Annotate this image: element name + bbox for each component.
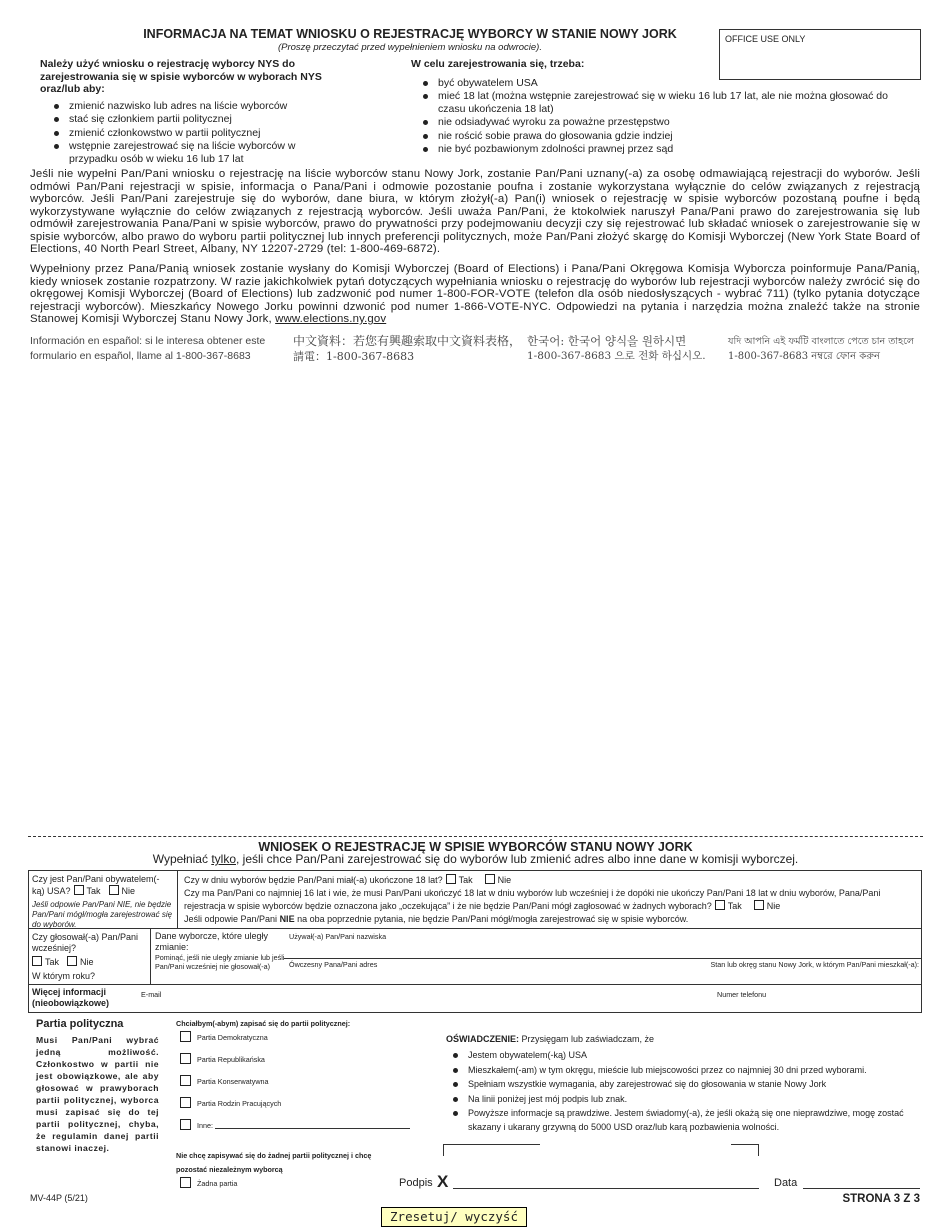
no-label: Nie [497,875,512,885]
list-item: Jestem obywatelem(-ką) USA [451,1049,923,1063]
age-question-1 [184,874,919,886]
party-label: Partia Republikańska [197,1055,265,1064]
requirements-heading: W celu zarejestrowania się, trzeba: [411,58,585,70]
signature-field[interactable] [453,1188,759,1189]
citizen-question-line: ką) USA? [32,886,71,896]
phone-field[interactable] [769,987,919,1011]
privacy-paragraph: Jeśli nie wypełni Pan/Pani wniosku o rejestrację na liście wyborców stanu Nowy Jork, zostanie Pan/Pani uznany(-a) za osobę odmawiającą rejestracji do wyborów. Jeśli odmówi Pan/Pani rejestracji w spisie, informacja o Pana/Pani i odmowie pozostanie poufna i zostanie wykorzystana wyłącznie do celów związanych z rejestracją wyborców. Jeśli Pan/Pani zarejestruje się do wyborów, dane biura, w którym złożył(-a) Pan(i) wniosek o rejestrację w spisie wyborców pozostaną poufne i będą wykorzystywane wyłącznie do celów związanych z rejestracją wyborców. Jeśli uważa Pan/Pani, że ktokolwiek naruszył Pana/Pani prawo do zarejestrowania się lub odmówił zarejestrowania Pana/Pani w spisie wyborców, prawo do prywatności przy podejmowaniu decyzji czy się rejestrować lub składać wniosek o zarejestrowanie się w spisie wyborców, albo prawo do wyboru partii politycznej lub innych preferencji politycznych, może Pan/Pani złożyć skargę do Komisji Wyborczej (New York State Board of Elections, 40 North Pearl Street, Albany, NY 12207-2729 (tel: 1-800-469-6872). [30,168,920,255]
bengali-line: যদি আপনি এই ফর্মটি বাংলাতে পেতে চান তাহলে [728,336,914,347]
spanish-line: Información en español: si le interesa obtener este [30,335,266,347]
form-subtitle-text: Wypełniać [152,852,212,866]
age16-yes-checkbox[interactable] [715,900,725,910]
declaration-list [451,1049,923,1135]
list-item: być obywatelem USA [421,77,911,90]
voted-before-text: Czy głosował(-a) Pan/Pani wcześniej? [32,932,139,953]
list-item: zmienić nazwisko lub adres na liście wyborców [52,100,345,113]
party-label: Partia Konserwatywna [197,1077,269,1086]
date-field[interactable] [803,1188,920,1189]
more-info-label [32,987,109,1009]
more-info-box [28,984,922,1013]
age-question-text: Czy w dniu wyborów będzie Pan/Pani miał(-a) ukończone 18 lat? [184,875,443,885]
elections-link[interactable]: www.elections.ny.gov [275,313,387,325]
age18-no-checkbox[interactable] [485,874,495,884]
info-paragraph-text: Wypełniony przez Pana/Panią wniosek zostanie wysłany do Komisji Wyborczej (Board of Elections) i Pana/Pani Okręgowa Komisja Wyborcza poinformuje Pana/Panią, kiedy wniosek zostanie rozpatrzony. W razie jakichkolwiek pytań dotyczących wypełniania wniosku o rejestrację do wyborów lub rejestracji wyborców należy zwrócić się do okręgowej Komisji Wyborczej (Board of Elections) lub zadzwonić pod numer 1-800-FOR-VOTE (telefon dla osób niedosłyszących - wybrać 711) (tylko pytania dotyczące rejestracji wyborców). Mieszkańcy Nowego Jorku powinni dzwonić pod numer 1-866-VOTE-NYC. Odpowiedzi na pytania i narzędzia można znaleźć także na stronie Stanowej Komisji Wyborczej Stanu Nowy Jork, [30,263,920,325]
age-question-2 [184,887,919,913]
korean-line: 1-800-367-8683 으로 전화 하십시오. [527,350,706,362]
age-note [184,914,919,925]
prev-data-note: Pominąć, jeśli nie uległy zmianie lub jeśli Pan/Pani wcześniej nie głosował(-a) [155,953,285,971]
no-label: Nie [121,886,136,896]
eligibility-box [28,870,922,929]
age-note-bold: NIE [279,914,295,924]
no-label: Nie [766,901,781,911]
korean-info [527,334,727,364]
party-option[interactable] [180,1031,420,1053]
chinese-line: 中文資料：若您有興趣索取中文資料表格， [293,334,522,348]
age-note-text: na oba poprzednie pytania, nie będzie Pan/Pani mógł/mogła zarejestrować się w spisie wyborców. [294,914,689,924]
party-description: Musi Pan/Pani wybrać jedną możliwość. Członkostwo w partii nie jest obowiązkowe, ale aby głosować w prawyborach partii politycznej, wyborca musi zapisać się do tej partii politycznej, chyba, że regulamin danej partii stanowi inaczej. [36,1035,159,1153]
phone-label: Numer telefonu [717,990,767,999]
form-title: WNIOSEK O REJESTRACJĘ W SPISIE WYBORCÓW STANU NOWY JORK [258,840,693,854]
signature-x-mark: X [437,1172,449,1191]
prev-name-field[interactable] [284,932,922,957]
signature-bracket-left [443,1144,540,1156]
age18-yes-checkbox[interactable] [446,874,456,884]
no-party-note-line: Nie chcę zapisywać się do żadnej partii politycznej i chcę [176,1151,372,1160]
prev-county-label: Stan lub okręg stanu Nowy Jork, w którym Pan/Pani mieszkał(-a): [710,960,919,969]
voted-year-label: W którym roku? [32,971,96,981]
bengali-info [728,334,928,364]
yes-label: Tak [45,957,60,967]
party-checkbox[interactable] [180,1031,191,1042]
party-question: Chciałbym(-abym) zapisać się do partii politycznej: [176,1019,351,1028]
party-label: Partia Demokratyczna [197,1033,268,1042]
signature-label: Podpis [399,1177,433,1189]
voted-no-checkbox[interactable] [67,956,77,966]
no-party-checkbox[interactable] [180,1177,191,1188]
list-item: Spełniam wszystkie wymagania, aby zarejestrować się do głosowania w stanie Nowy Jork [451,1078,923,1092]
party-option[interactable] [180,1097,420,1119]
office-use-label: OFFICE USE ONLY [725,34,806,44]
age-question-text: rejestracja w spisie wyborców będzie oznaczona jako „oczekująca” i że nie będzie Pan/Pani mógł zagłosować w żadnych wyborach? [184,901,712,911]
yes-label: Tak [727,901,742,911]
declaration-heading [446,1034,654,1045]
use-form-section [40,58,345,166]
yes-label: Tak [458,875,473,885]
citizen-no-checkbox[interactable] [109,885,119,895]
voted-before-question [32,932,147,982]
more-info-line: (nieobowiązkowe) [32,998,110,1008]
prev-address-label: Ówczesny Pana/Pani adres [289,960,378,969]
page-subtitle: (Proszę przeczytać przed wypełnieniem wniosku na odwrocie). [277,42,542,53]
chinese-line: 請電：1-800-367-8683 [293,350,415,363]
divider [284,958,922,959]
no-label: Nie [80,957,94,967]
age-question-text: Czy ma Pan/Pani co najmniej 16 lat i wie, że musi Pan/Pani ukończyć 18 lat w dniu wyborów lub wcześniej i że dopóki nie ukończy Pan/Pani 18 lat w dniu wyborów, Pana/Pani [184,888,881,898]
declaration-text: Przysięgam lub zaświadczam, że [519,1034,655,1044]
divider [177,871,178,928]
more-info-line: Więcej informacji [32,987,106,997]
chinese-info [293,334,523,364]
no-party-option[interactable] [180,1177,237,1188]
use-form-heading: Należy użyć wniosku o rejestrację wyborcy NYS do zarejestrowania się w spisie wyborców w wyborach NYS oraz/lub aby: [40,58,322,95]
party-checkbox[interactable] [180,1053,191,1064]
citizen-note: Jeśli odpowie Pan/Pani NIE, nie będzie Pan/Pani mógł/mogła zarejestrować się do wyborów. [32,900,173,929]
list-item: stać się członkiem partii politycznej [52,113,345,126]
party-option[interactable] [180,1053,420,1075]
list-item: nie odsiadywać wyroku za poważne przestępstwo [421,116,911,129]
age-note-text: Jeśli odpowie Pan/Pani [184,914,280,924]
list-item: zmienić członkowstwo w partii politycznej [52,127,345,140]
previous-voting-box [28,928,922,985]
form-subtitle [28,852,923,866]
list-item: Powyższe informacje są prawdziwe. Jestem świadomy(-a), że jeśli okażą się one nieprawdziwe, mogę zostać skazany i ukarany grzywną do 5000 USD oraz/lub karą pozbawienia wolności. [451,1107,923,1134]
email-field[interactable] [169,987,709,1011]
no-party-label: Żadna partia [197,1179,238,1188]
citizen-question-line: Czy jest Pan/Pani obywatelem(- [32,874,160,884]
korean-line: 한국어: 한국어 양식을 원하시면 [527,334,687,348]
party-label: Partia Rodzin Pracujących [197,1099,282,1108]
no-party-note-line: pozostać niezależnym wyborcą [176,1165,283,1174]
prev-address-field[interactable] [284,970,922,984]
list-item: Na linii poniżej jest mój podpis lub znak. [451,1093,923,1107]
prev-name-label: Używał(-a) Pan/Pani nazwiska [289,932,387,941]
prev-data-label: Dane wyborcze, które uległy zmianie: [155,931,269,952]
use-form-list [52,100,345,166]
divider [150,929,151,984]
form-code: MV-44P (5/21) [30,1193,88,1203]
list-item: nie rościć sobie prawa do głosowania gdzie indziej [421,130,911,143]
citizen-yes-checkbox[interactable] [74,885,84,895]
form-subtitle-text: , jeśli chce Pan/Pani zarejestrować się do wyborów lub zmienić adres albo inne dane w komisji wyborczej. [236,852,799,866]
party-checkbox[interactable] [180,1097,191,1108]
list-item: Mieszkałem(-am) w tym okręgu, mieście lub miejscowości przez co najmniej 30 dni przed wyborami. [451,1064,923,1078]
reset-button[interactable]: Zresetuj/ wyczyść [381,1207,527,1227]
cut-line [28,836,923,837]
spanish-line: formulario en español, llame al 1-800-367-8683 [30,350,251,362]
party-options [180,1031,420,1141]
party-option[interactable] [180,1075,420,1097]
requirements-section [411,58,911,157]
signature-bracket-right [731,1144,759,1156]
party-checkbox[interactable] [180,1075,191,1086]
other-party-field[interactable] [215,1128,410,1129]
page-number: STRONA 3 Z 3 [842,1193,920,1205]
party-title: Partia polityczna [36,1018,124,1030]
list-item: mieć 18 lat (można wstępnie zarejestrować się w wieku 16 lub 17 lat, ale nie można głosować do czasu ukończenia 18 lat) [421,90,911,115]
age16-no-checkbox[interactable] [754,900,764,910]
no-party-note [176,1149,371,1177]
bengali-line: 1-800-367-8683 নম্বরে ফোন করুন [728,351,880,362]
citizen-question [32,874,174,897]
email-label: E-mail [141,990,162,999]
info-paragraph [30,263,920,326]
party-option-other[interactable] [180,1119,420,1141]
declaration-bold: OŚWIADCZENIE: [446,1034,519,1044]
voted-yes-checkbox[interactable] [32,956,42,966]
spanish-info [30,334,290,364]
form-subtitle-underlined: tylko [211,852,236,866]
requirements-list [421,77,911,156]
list-item: nie być pozbawionym zdolności prawnej przez sąd [421,143,911,156]
list-item: wstępnie zarejestrować się na liście wyborców w przypadku osób w wieku 16 lub 17 lat [52,140,345,165]
page-title: INFORMACJA NA TEMAT WNIOSKU O REJESTRACJĘ WYBORCY W STANIE NOWY JORK [143,27,677,41]
date-label: Data [774,1177,798,1189]
yes-label: Tak [86,886,101,896]
party-checkbox[interactable] [180,1119,191,1130]
party-label: Inne: [197,1121,213,1130]
